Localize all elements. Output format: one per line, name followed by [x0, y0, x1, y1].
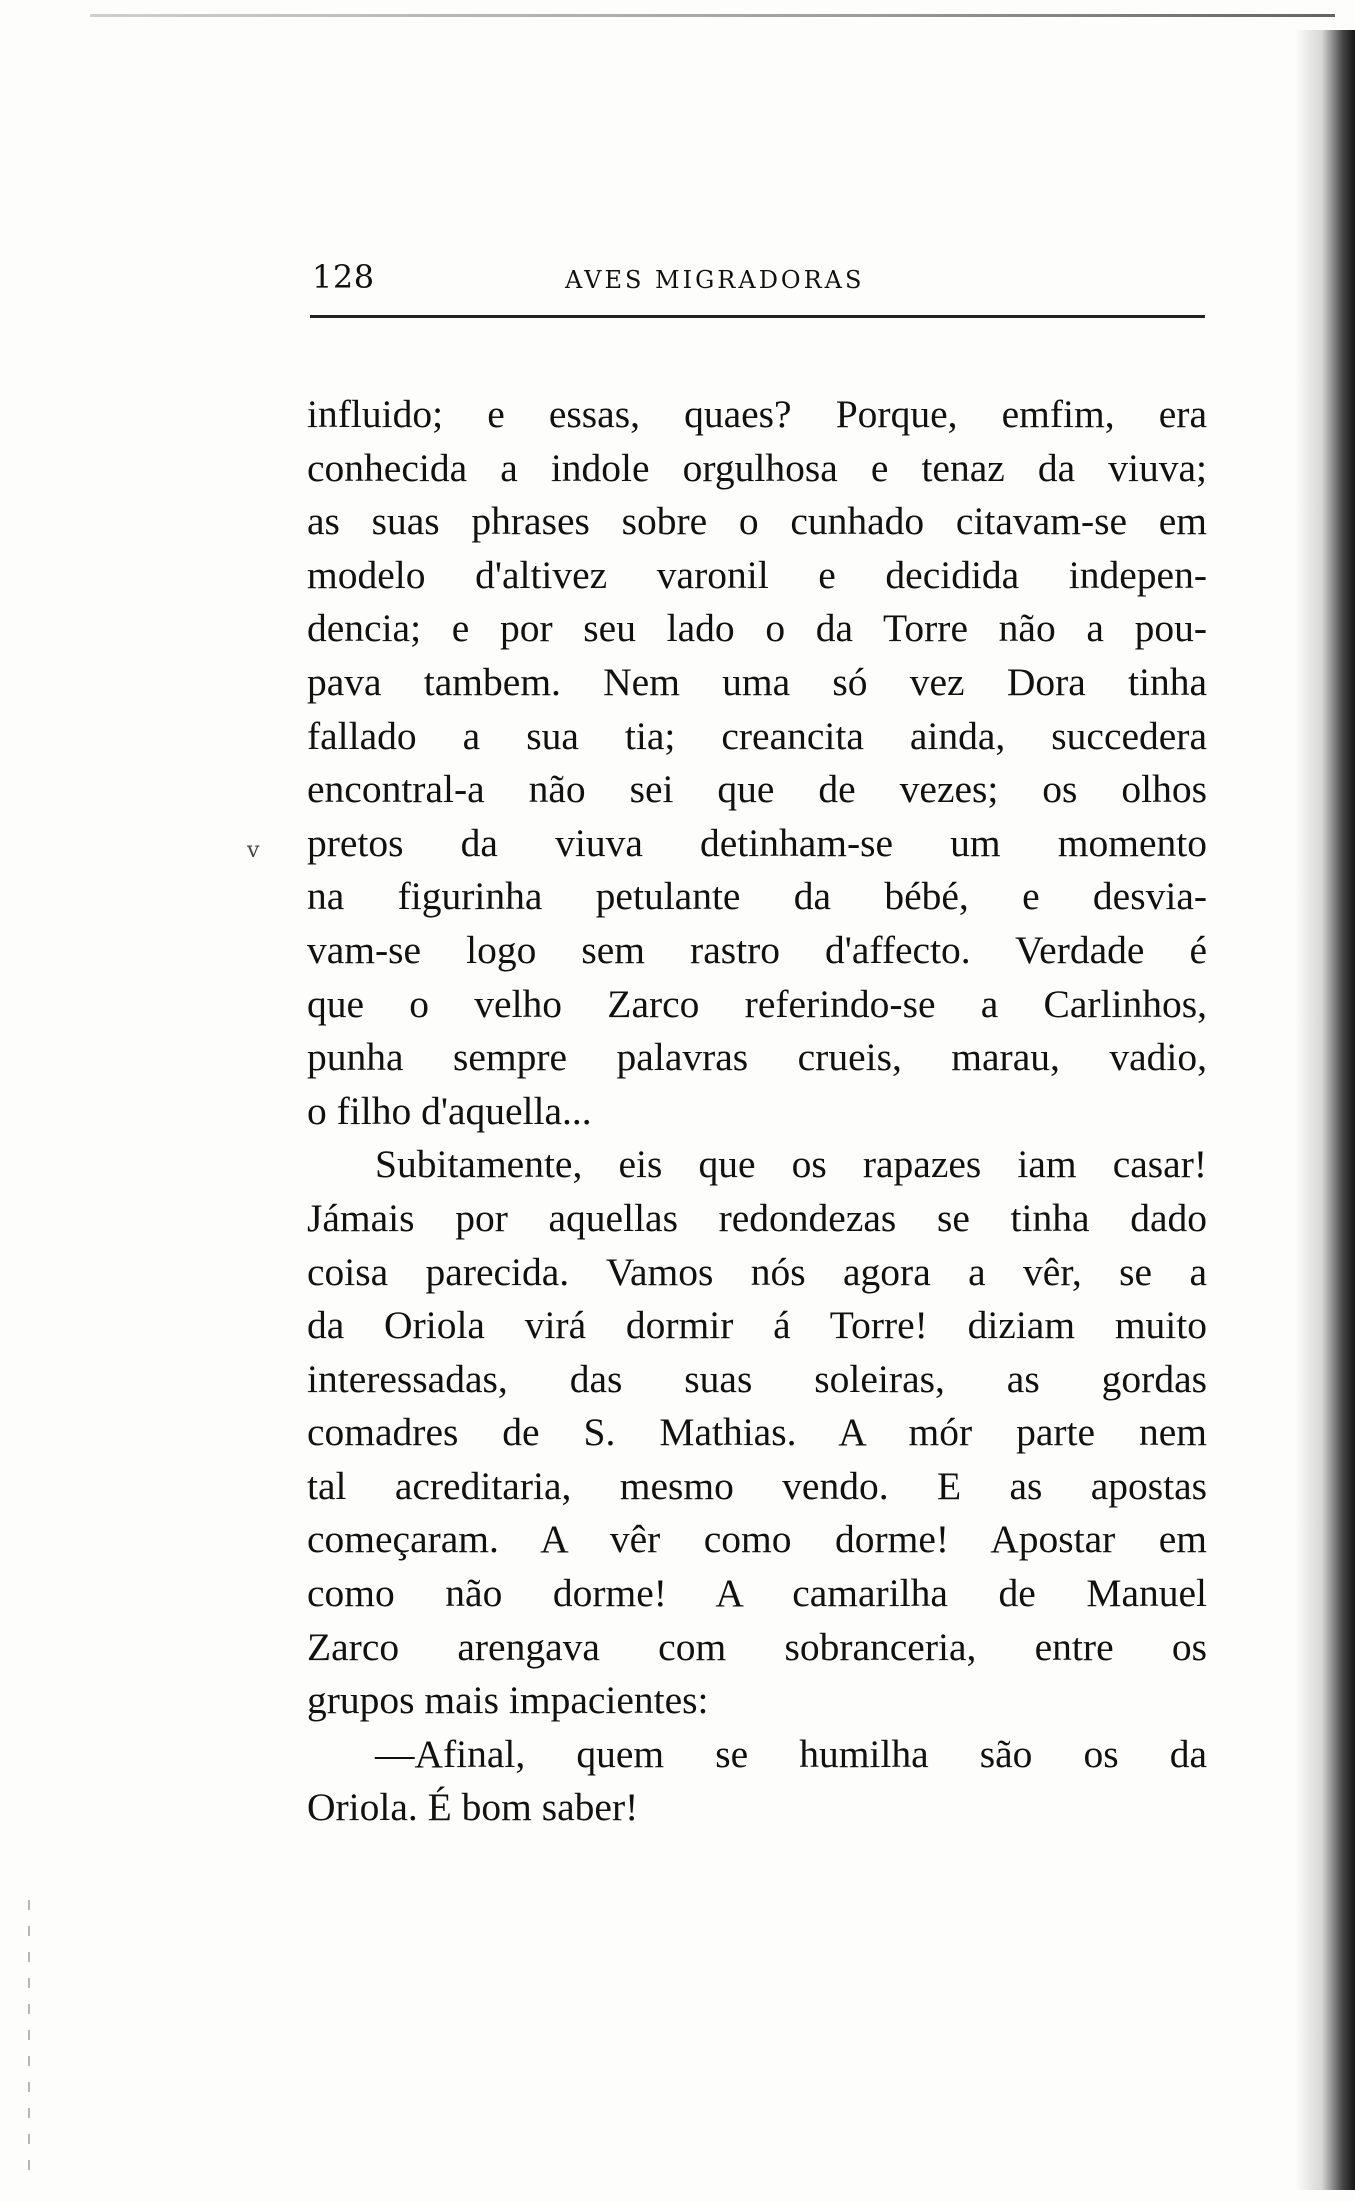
scan-gutter-shadow: [1295, 30, 1355, 2190]
text-line: na figurinha petulante da bébé, e desvia-: [307, 874, 1207, 919]
text-line: o filho d'aquella...: [307, 1088, 592, 1133]
body-text: [307, 388, 1207, 1835]
text-line: comadres de S. Mathias. A mór parte nem: [307, 1410, 1207, 1455]
text-line: influido; e essas, quaes? Porque, emfim, era: [307, 392, 1207, 436]
text-line: Zarco arengava com sobranceria, entre os: [307, 1624, 1207, 1669]
text-line: como não dorme! A camarilha de Manuel: [307, 1571, 1207, 1616]
text-line: pava tambem. Nem uma só vez Dora tinha: [307, 659, 1207, 704]
text-line: Oriola. É bom saber!: [307, 1785, 639, 1830]
running-title: AVES MIGRADORAS: [565, 266, 865, 294]
text-line: pretos da viuva detinham-se um momento: [307, 820, 1207, 865]
text-line: modelo d'altivez varonil e decidida indepen-: [307, 552, 1207, 597]
text-line: vam-se logo sem rastro d'affecto. Verdade é: [307, 927, 1207, 972]
text-line: —Afinal, quem se humilha são os da: [375, 1731, 1207, 1776]
scan-top-edge: [90, 14, 1335, 17]
text-line: tal acreditaria, mesmo vendo. E as apostas: [307, 1463, 1207, 1508]
text-line: Subitamente, eis que os rapazes iam casar!: [375, 1142, 1207, 1187]
text-line: coisa parecida. Vamos nós agora a vêr, se a: [307, 1249, 1207, 1294]
text-line: fallado a sua tia; creancita ainda, succedera: [307, 713, 1207, 758]
text-line: Jámais por aquellas redondezas se tinha dado: [307, 1195, 1207, 1240]
text-line: as suas phrases sobre o cunhado citavam-se em: [307, 499, 1207, 544]
margin-mark: v: [247, 838, 260, 863]
text-line: punha sempre palavras crueis, marau, vadio,: [307, 1035, 1207, 1080]
text-line: começaram. A vêr como dorme! Apostar em: [307, 1517, 1207, 1562]
scan-left-specks: [28, 1900, 30, 2180]
page-number: 128: [312, 258, 375, 296]
text-line: dencia; e por seu lado o da Torre não a pou-: [307, 606, 1207, 651]
text-line: interessadas, das suas soleiras, as gordas: [307, 1356, 1207, 1401]
header-rule: [310, 315, 1205, 318]
text-line: conhecida a indole orgulhosa e tenaz da viuva;: [307, 445, 1207, 490]
text-line: da Oriola virá dormir á Torre! diziam muito: [307, 1303, 1207, 1348]
text-line: encontral-a não sei que de vezes; os olhos: [307, 767, 1207, 812]
text-line: grupos mais impacientes:: [307, 1678, 709, 1723]
text-line: que o velho Zarco referindo-se a Carlinhos,: [307, 981, 1207, 1026]
